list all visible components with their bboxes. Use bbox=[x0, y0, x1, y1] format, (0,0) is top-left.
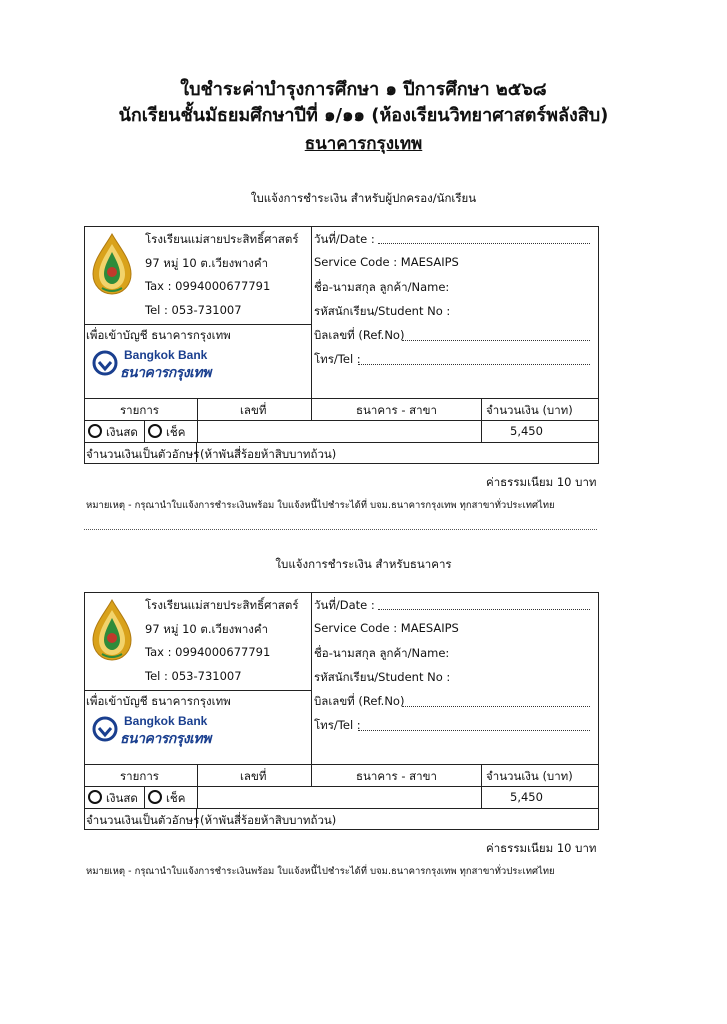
date-label: วันที่/Date : bbox=[314, 598, 375, 612]
date-field[interactable] bbox=[378, 243, 590, 244]
amount-value: 5,450 bbox=[510, 790, 543, 804]
col-amount: จำนวนเงิน (บาท) bbox=[486, 403, 573, 417]
ref-label: บิลเลขที่ (Ref.No) bbox=[314, 694, 405, 708]
bank-name-th: ธนาคารกรุงเทพ bbox=[120, 731, 211, 747]
bank-name-en: Bangkok Bank bbox=[124, 348, 208, 362]
cash-radio-icon[interactable] bbox=[88, 424, 102, 438]
ref-field[interactable] bbox=[402, 706, 590, 707]
student-no-label: รหัสนักเรียน/Student No : bbox=[314, 304, 451, 318]
note-text: หมายเหตุ - กรุณานำใบแจ้งการชำระเงินพร้อม ใบแจ้งหนี้ไปชำระได้ที่ บจม.ธนาคารกรุงเทพ ทุกสาขาทั่วประเทศไทย bbox=[86, 500, 555, 511]
name-label: ชื่อ-นามสกุล ลูกค้า/Name: bbox=[314, 646, 450, 660]
cheque-option[interactable]: เช็ค bbox=[148, 424, 185, 442]
fee-text: ค่าธรรมเนียม 10 บาท bbox=[486, 475, 597, 489]
cash-option[interactable]: เงินสด bbox=[88, 424, 138, 442]
title-line-1: ใบชำระค่าบำรุงการศึกษา ๑ ปีการศึกษา ๒๕๖๘ bbox=[180, 79, 547, 100]
cheque-option[interactable]: เช็ค bbox=[148, 790, 185, 808]
school-tax: Tax : 0994000677791 bbox=[145, 279, 271, 293]
col-item: รายการ bbox=[120, 403, 159, 417]
cheque-radio-icon[interactable] bbox=[148, 790, 162, 804]
school-name: โรงเรียนแม่สายประสิทธิ์ศาสตร์ bbox=[145, 232, 299, 246]
bank-name-en: Bangkok Bank bbox=[124, 714, 208, 728]
title-line-2: นักเรียนชั้นมัธยมศึกษาปีที่ ๑/๑๑ (ห้องเรียนวิทยาศาสตร์พลังสิบ) bbox=[118, 105, 609, 126]
account-label: เพื่อเข้าบัญชี ธนาคารกรุงเทพ bbox=[86, 694, 231, 708]
school-tax: Tax : 0994000677791 bbox=[145, 645, 271, 659]
service-code: Service Code : MAESAIPS bbox=[314, 621, 459, 635]
phone-field[interactable] bbox=[358, 730, 590, 731]
school-name: โรงเรียนแม่สายประสิทธิ์ศาสตร์ bbox=[145, 598, 299, 612]
school-tel: Tel : 053-731007 bbox=[145, 669, 242, 683]
col-bank: ธนาคาร - สาขา bbox=[356, 769, 437, 783]
col-amount: จำนวนเงิน (บาท) bbox=[486, 769, 573, 783]
bank-name-th: ธนาคารกรุงเทพ bbox=[120, 365, 211, 381]
words-value: (ห้าพันสี่ร้อยห้าสิบบาทถ้วน) bbox=[200, 813, 337, 827]
date-field[interactable] bbox=[378, 609, 590, 610]
slip-caption: ใบแจ้งการชำระเงิน สำหรับธนาคาร bbox=[275, 557, 452, 571]
amount-value: 5,450 bbox=[510, 424, 543, 438]
service-code: Service Code : MAESAIPS bbox=[314, 255, 459, 269]
words-label: จำนวนเงินเป็นตัวอักษร bbox=[86, 447, 200, 461]
ref-label: บิลเลขที่ (Ref.No) bbox=[314, 328, 405, 342]
phone-label: โทร/Tel : bbox=[314, 352, 361, 366]
bangkok-bank-logo-icon bbox=[92, 716, 118, 742]
payment-slip bbox=[0, 556, 727, 926]
words-value: (ห้าพันสี่ร้อยห้าสิบบาทถ้วน) bbox=[200, 447, 337, 461]
title-bank: ธนาคารกรุงเทพ bbox=[304, 134, 423, 154]
phone-label: โทร/Tel : bbox=[314, 718, 361, 732]
col-item: รายการ bbox=[120, 769, 159, 783]
account-label: เพื่อเข้าบัญชี ธนาคารกรุงเทพ bbox=[86, 328, 231, 342]
ref-field[interactable] bbox=[402, 340, 590, 341]
col-bank: ธนาคาร - สาขา bbox=[356, 403, 437, 417]
note-text: หมายเหตุ - กรุณานำใบแจ้งการชำระเงินพร้อม ใบแจ้งหนี้ไปชำระได้ที่ บจม.ธนาคารกรุงเทพ ทุกสาขาทั่วประเทศไทย bbox=[86, 866, 555, 877]
school-address: 97 หมู่ 10 ต.เวียงพางคำ bbox=[145, 622, 269, 636]
school-logo-icon bbox=[90, 232, 134, 296]
school-address: 97 หมู่ 10 ต.เวียงพางคำ bbox=[145, 256, 269, 270]
school-logo-icon bbox=[90, 598, 134, 662]
bangkok-bank-logo-icon bbox=[92, 350, 118, 376]
school-tel: Tel : 053-731007 bbox=[145, 303, 242, 317]
col-number: เลขที่ bbox=[240, 769, 267, 783]
date-label: วันที่/Date : bbox=[314, 232, 375, 246]
student-no-label: รหัสนักเรียน/Student No : bbox=[314, 670, 451, 684]
slip-caption: ใบแจ้งการชำระเงิน สำหรับผู้ปกครอง/นักเรียน bbox=[250, 191, 477, 205]
col-number: เลขที่ bbox=[240, 403, 267, 417]
fee-text: ค่าธรรมเนียม 10 บาท bbox=[486, 841, 597, 855]
payment-slip bbox=[0, 190, 727, 560]
phone-field[interactable] bbox=[358, 364, 590, 365]
words-label: จำนวนเงินเป็นตัวอักษร bbox=[86, 813, 200, 827]
cash-radio-icon[interactable] bbox=[88, 790, 102, 804]
name-label: ชื่อ-นามสกุล ลูกค้า/Name: bbox=[314, 280, 450, 294]
cash-option[interactable]: เงินสด bbox=[88, 790, 138, 808]
cheque-radio-icon[interactable] bbox=[148, 424, 162, 438]
cut-line bbox=[84, 529, 597, 530]
